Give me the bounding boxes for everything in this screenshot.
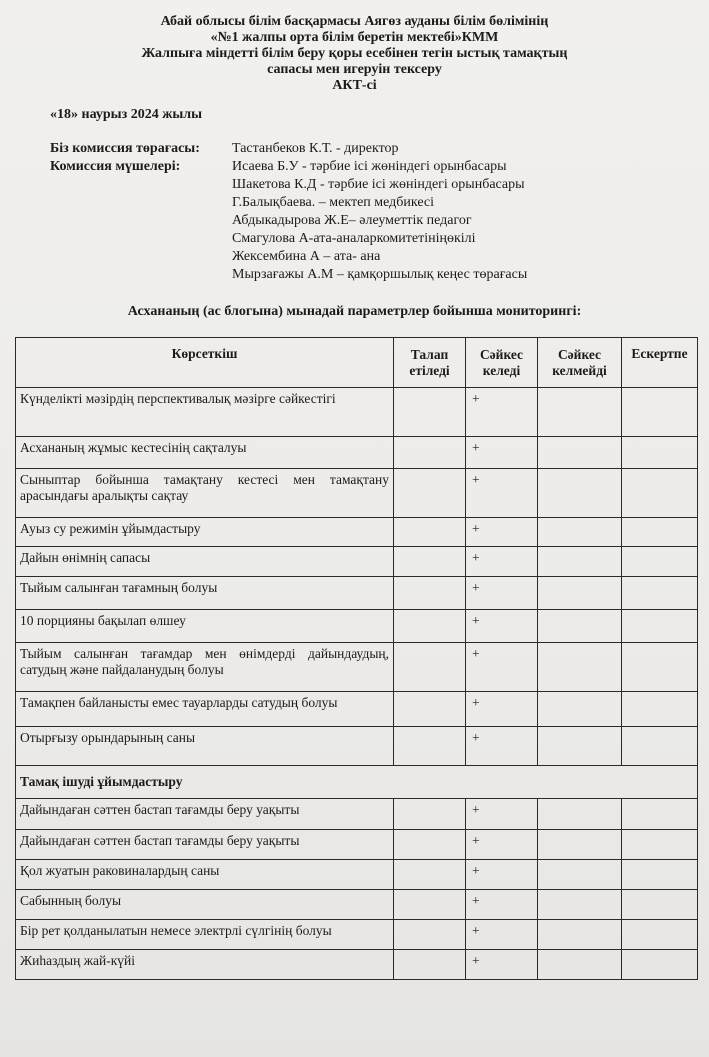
no-match-cell bbox=[538, 577, 622, 610]
note-cell bbox=[622, 388, 698, 437]
required-cell bbox=[394, 920, 466, 950]
subheading-cell: Тамақ ішуді ұйымдастыру bbox=[16, 766, 698, 799]
no-match-cell bbox=[538, 860, 622, 890]
indicator-cell: Ауыз су режимін ұйымдастыру bbox=[16, 518, 394, 547]
no-match-cell bbox=[538, 518, 622, 547]
required-cell bbox=[394, 799, 466, 830]
note-cell bbox=[622, 547, 698, 577]
header-match: Сәйкес келеді bbox=[466, 338, 538, 388]
indicator-cell: Сабынның болуы bbox=[16, 890, 394, 920]
table-row bbox=[16, 518, 698, 547]
indicator-cell: Дайындаған сәттен бастап тағамды беру уақыты bbox=[16, 830, 394, 860]
table-row bbox=[16, 643, 698, 692]
indicator-cell: Қол жуатын раковиналардың саны bbox=[16, 860, 394, 890]
match-cell: + bbox=[466, 518, 538, 547]
required-cell bbox=[394, 727, 466, 766]
table-row bbox=[16, 547, 698, 577]
member-item: Г.Балықбаева. – мектеп медбикесі bbox=[232, 195, 435, 210]
match-cell: + bbox=[466, 437, 538, 469]
match-cell: + bbox=[466, 890, 538, 920]
note-cell bbox=[622, 727, 698, 766]
document-header bbox=[0, 14, 709, 94]
match-cell: + bbox=[466, 610, 538, 643]
note-cell bbox=[622, 610, 698, 643]
note-cell bbox=[622, 950, 698, 980]
indicator-cell: Күнделікті мәзірдің перспективалық мәзірге сәйкестігі bbox=[16, 388, 394, 437]
required-cell bbox=[394, 437, 466, 469]
required-cell bbox=[394, 950, 466, 980]
required-cell bbox=[394, 547, 466, 577]
match-cell: + bbox=[466, 577, 538, 610]
table-header-row bbox=[16, 338, 698, 388]
required-cell bbox=[394, 643, 466, 692]
table-row bbox=[16, 610, 698, 643]
note-cell bbox=[622, 518, 698, 547]
match-cell: + bbox=[466, 950, 538, 980]
no-match-cell bbox=[538, 469, 622, 518]
header-line-3: Жалпыға міндетті білім беру қоры есебінен тегін ыстық тамақтың bbox=[141, 46, 568, 61]
required-cell bbox=[394, 388, 466, 437]
required-cell bbox=[394, 890, 466, 920]
member-item: Жексембина А – ата- ана bbox=[232, 249, 381, 264]
required-cell bbox=[394, 518, 466, 547]
required-cell bbox=[394, 692, 466, 727]
indicator-cell: Сыныптар бойынша тамақтану кестесі мен тамақтану арасындағы аралықты сақтау bbox=[16, 469, 394, 518]
no-match-cell bbox=[538, 643, 622, 692]
member-item: Шакетова К.Д - тәрбие ісі жөніндегі орынбасары bbox=[232, 177, 525, 192]
header-line-2: «№1 жалпы орта білім беретін мектебі»КММ bbox=[210, 30, 499, 45]
match-cell: + bbox=[466, 469, 538, 518]
table-row bbox=[16, 950, 698, 980]
chair-label: Біз комиссия төрағасы: bbox=[50, 141, 200, 156]
required-cell bbox=[394, 577, 466, 610]
match-cell: + bbox=[466, 799, 538, 830]
table-row bbox=[16, 830, 698, 860]
header-no-match: Сәйкес келмейді bbox=[538, 338, 622, 388]
indicator-cell: Бір рет қолданылатын немесе электрлі сүлгінің болуы bbox=[16, 920, 394, 950]
indicator-cell: Отырғызу орындарының саны bbox=[16, 727, 394, 766]
note-cell bbox=[622, 692, 698, 727]
chair-name: Тастанбеков К.Т. - директор bbox=[232, 141, 399, 156]
document-date: «18» наурыз 2024 жылы bbox=[50, 107, 203, 122]
match-cell: + bbox=[466, 727, 538, 766]
member-item: Исаева Б.У - тәрбие ісі жөніндегі орынбасары bbox=[232, 159, 507, 174]
match-cell: + bbox=[466, 920, 538, 950]
commission-block bbox=[50, 140, 527, 284]
table-row bbox=[16, 577, 698, 610]
header-note: Ескертпе bbox=[622, 338, 698, 388]
no-match-cell bbox=[538, 437, 622, 469]
member-item: Смагулова А-ата-аналаркомитетініңөкілі bbox=[232, 231, 476, 246]
member-item: Мырзағажы А.М – қамқоршылық кеңес төрағасы bbox=[232, 267, 528, 282]
required-cell bbox=[394, 610, 466, 643]
no-match-cell bbox=[538, 692, 622, 727]
match-cell: + bbox=[466, 860, 538, 890]
header-line-5: АКТ-сі bbox=[332, 78, 377, 93]
header-indicator: Көрсеткіш bbox=[16, 338, 394, 388]
note-cell bbox=[622, 469, 698, 518]
table-row bbox=[16, 388, 698, 437]
no-match-cell bbox=[538, 920, 622, 950]
match-cell: + bbox=[466, 643, 538, 692]
no-match-cell bbox=[538, 388, 622, 437]
table-row bbox=[16, 727, 698, 766]
no-match-cell bbox=[538, 610, 622, 643]
note-cell bbox=[622, 830, 698, 860]
note-cell bbox=[622, 577, 698, 610]
note-cell bbox=[622, 890, 698, 920]
indicator-cell: 10 порцияны бақылап өлшеу bbox=[16, 610, 394, 643]
indicator-cell: Тыйым салынған тағамдар мен өнімдерді дайындаудың, сатудың және пайдаланудың болуы bbox=[16, 643, 394, 692]
no-match-cell bbox=[538, 830, 622, 860]
match-cell: + bbox=[466, 830, 538, 860]
note-cell bbox=[622, 643, 698, 692]
indicator-cell: Тамақпен байланысты емес тауарларды сатудың болуы bbox=[16, 692, 394, 727]
table-row bbox=[16, 692, 698, 727]
member-item: Абдыкадырова Ж.Е– әлеуметтік педагог bbox=[232, 213, 472, 228]
table-row bbox=[16, 799, 698, 830]
required-cell bbox=[394, 469, 466, 518]
table-row bbox=[16, 860, 698, 890]
header-line-4: сапасы мен игеруін тексеру bbox=[267, 62, 442, 77]
table-row bbox=[16, 890, 698, 920]
no-match-cell bbox=[538, 950, 622, 980]
table-subheading-row bbox=[16, 766, 698, 799]
match-cell: + bbox=[466, 547, 538, 577]
table-row bbox=[16, 920, 698, 950]
no-match-cell bbox=[538, 799, 622, 830]
members-label: Комиссия мүшелері: bbox=[50, 159, 181, 174]
note-cell bbox=[622, 437, 698, 469]
no-match-cell bbox=[538, 890, 622, 920]
indicator-cell: Жиһаздың жай-күйі bbox=[16, 950, 394, 980]
table-row bbox=[16, 469, 698, 518]
indicator-cell: Асхананың жұмыс кестесінің сақталуы bbox=[16, 437, 394, 469]
no-match-cell bbox=[538, 727, 622, 766]
table-row bbox=[16, 437, 698, 469]
indicator-cell: Тыйым салынған тағамның болуы bbox=[16, 577, 394, 610]
no-match-cell bbox=[538, 547, 622, 577]
header-required: Талап етіледі bbox=[394, 338, 466, 388]
match-cell: + bbox=[466, 388, 538, 437]
note-cell bbox=[622, 799, 698, 830]
note-cell bbox=[622, 920, 698, 950]
required-cell bbox=[394, 860, 466, 890]
indicator-cell: Дайындаған сәттен бастап тағамды беру уақыты bbox=[16, 799, 394, 830]
required-cell bbox=[394, 830, 466, 860]
monitoring-table bbox=[15, 337, 698, 980]
indicator-cell: Дайын өнімнің сапасы bbox=[16, 547, 394, 577]
note-cell bbox=[622, 860, 698, 890]
match-cell: + bbox=[466, 692, 538, 727]
header-line-1: Абай облысы білім басқармасы Аягөз ауданы білім бөлімінің bbox=[160, 14, 549, 29]
section-title: Асхананың (ас блогына) мынадай параметрлер бойынша мониторингі: bbox=[127, 304, 582, 319]
